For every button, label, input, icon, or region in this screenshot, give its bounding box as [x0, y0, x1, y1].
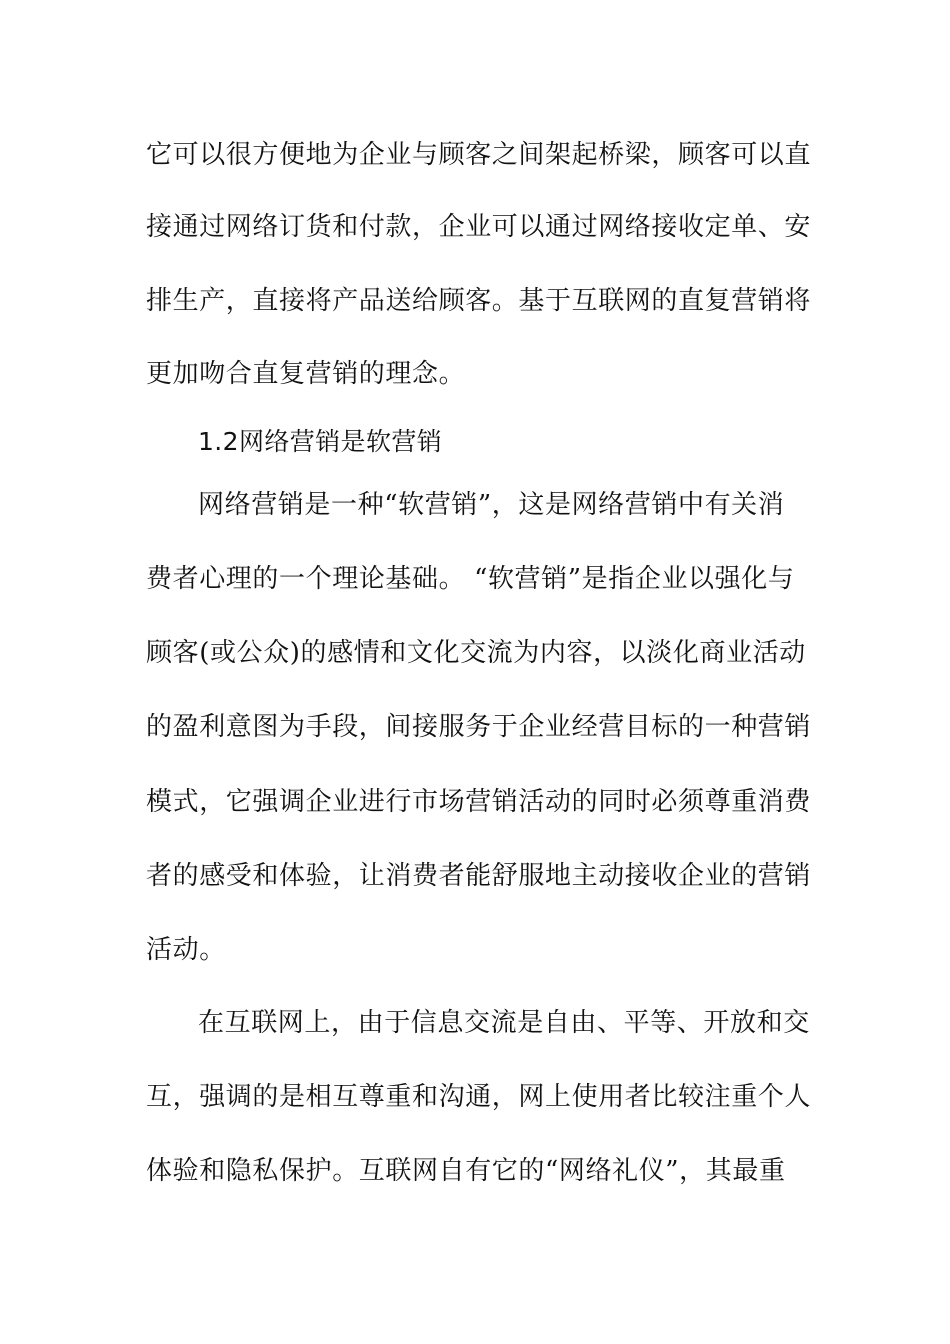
paragraph-line: 它可以很方便地为企业与顾客之间架起桥梁，顾客可以直	[146, 140, 812, 170]
paragraph-line: 模式，它强调企业进行市场营销活动的同时必须尊重消费	[146, 787, 812, 817]
paragraph-line: 在互联网上，由于信息交流是自由、平等、开放和交	[198, 1008, 810, 1038]
paragraph-line: 者的感受和体验，让消费者能舒服地主动接收企业的营销	[146, 861, 812, 891]
paragraph-line: 互，强调的是相互尊重和沟通，网上使用者比较注重个人	[146, 1082, 812, 1112]
paragraph-line: 体验和隐私保护。互联网自有它的“网络礼仪”，其最重	[146, 1156, 786, 1186]
paragraph-line: 接通过网络订货和付款，企业可以通过网络接收定单、安	[146, 212, 812, 242]
paragraph-line: 顾客(或公众)的感情和文化交流为内容，以淡化商业活动	[146, 638, 806, 668]
paragraph-line: 活动。	[146, 935, 226, 965]
paragraph-line: 的盈利意图为手段，间接服务于企业经营目标的一种营销	[146, 712, 812, 742]
paragraph-line: 费者心理的一个理论基础。 “软营销”是指企业以强化与	[146, 564, 795, 594]
paragraph-line: 更加吻合直复营销的理念。	[146, 359, 466, 389]
section-heading: 1.2网络营销是软营销	[198, 427, 443, 456]
paragraph-line: 网络营销是一种“软营销”，这是网络营销中有关消	[198, 490, 785, 520]
paragraph-line: 排生产，直接将产品送给顾客。基于互联网的直复营销将	[146, 286, 812, 316]
